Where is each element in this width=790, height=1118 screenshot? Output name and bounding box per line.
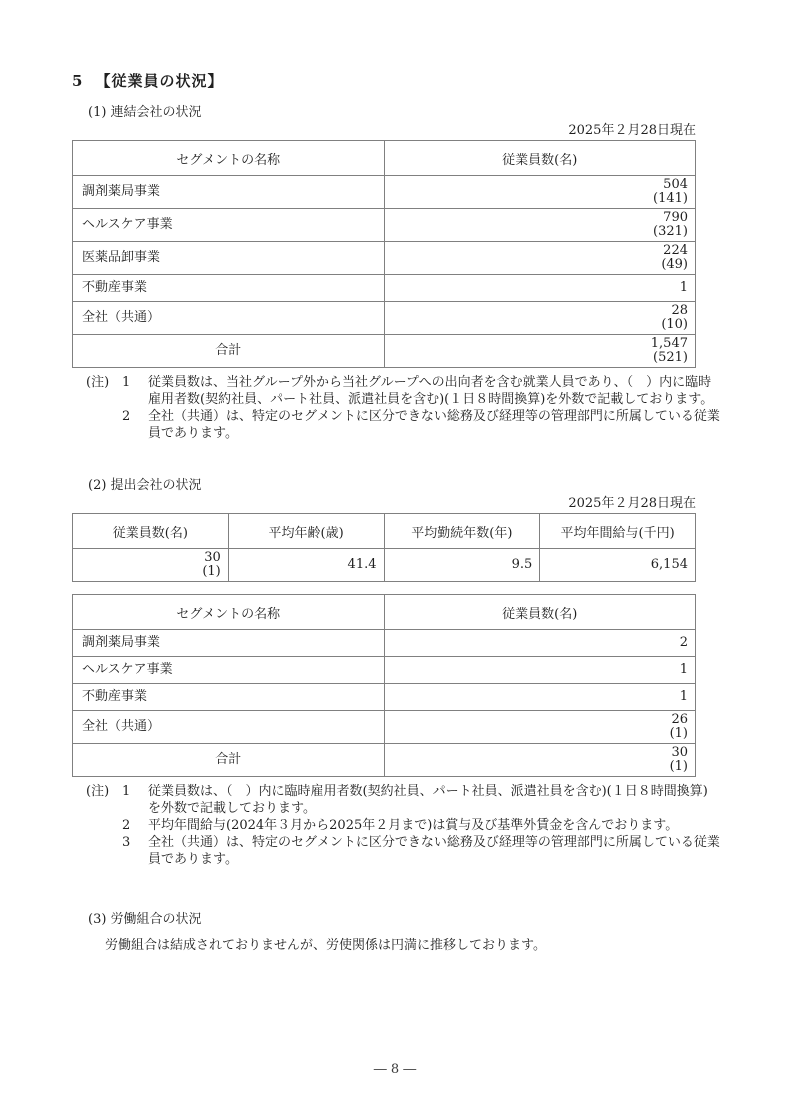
total-label: 合計 <box>73 744 385 777</box>
col-header-average-salary: 平均年間給与(千円) <box>540 514 696 549</box>
employee-count: 1 <box>384 657 696 684</box>
note-number: 2 <box>122 818 131 833</box>
note-mark <box>86 834 122 868</box>
table-row <box>73 302 696 335</box>
segment-name: 医薬品卸事業 <box>73 242 385 275</box>
col-header-employee-count: 従業員数(名) <box>384 141 696 176</box>
consolidated-employees-table <box>72 140 696 368</box>
note-item <box>86 817 720 834</box>
employee-count: 30 (1) <box>73 549 229 582</box>
segment-name: 不動産事業 <box>73 684 385 711</box>
table-row <box>73 242 696 275</box>
table-row <box>73 630 696 657</box>
page-content <box>72 70 720 953</box>
note-mark <box>86 817 122 834</box>
note-mark: (注) <box>86 375 110 390</box>
note-mark <box>86 408 122 442</box>
segment-name: 全社（共通） <box>73 302 385 335</box>
col-header-segment-name: セグメントの名称 <box>73 595 385 630</box>
average-tenure: 9.5 <box>384 549 540 582</box>
employee-count: 1 <box>384 275 696 302</box>
table-row <box>73 549 696 582</box>
notes-consolidated <box>72 374 720 442</box>
filing-company-summary-table <box>72 513 696 582</box>
note-text: 従業員数は、（ ）内に臨時雇用者数(契約社員、パート社員、派遣社員を含む)(１日８時間換算)を外数で記載しております。 <box>148 784 708 816</box>
employee-count: 2 <box>384 630 696 657</box>
segment-name: 調剤薬局事業 <box>73 630 385 657</box>
segment-name: ヘルスケア事業 <box>73 657 385 684</box>
total-employee-count: 1,547 (521) <box>384 335 696 368</box>
table-total-row <box>73 335 696 368</box>
col-header-average-age: 平均年齢(歳) <box>228 514 384 549</box>
table-row <box>73 275 696 302</box>
page-number: ― 8 ― <box>373 1062 417 1077</box>
heading-labor-union-status: (3) 労働組合の状況 <box>88 912 202 927</box>
employee-count: 224 (49) <box>384 242 696 275</box>
page-title-text: 【従業員の状況】 <box>95 72 224 90</box>
segment-name: 全社（共通） <box>73 711 385 744</box>
table-row <box>73 657 696 684</box>
note-text: 平均年間給与(2024年３月から2025年２月まで)は賞与及び基準外賃金を含んでおります。 <box>148 818 679 833</box>
total-employee-count: 30 (1) <box>384 744 696 777</box>
average-age: 41.4 <box>228 549 384 582</box>
note-item <box>86 374 720 408</box>
employee-count: 1 <box>384 684 696 711</box>
note-item <box>86 834 720 868</box>
page-title <box>72 70 720 91</box>
col-header-segment-name: セグメントの名称 <box>73 141 385 176</box>
note-text: 全社（共通）は、特定のセグメントに区分できない総務及び経理等の管理部門に所属している従業員であります。 <box>148 409 720 441</box>
segment-name: 不動産事業 <box>73 275 385 302</box>
note-item <box>86 408 720 442</box>
table-total-row <box>73 744 696 777</box>
heading-filing-company-status: (2) 提出会社の状況 <box>88 478 202 493</box>
note-text: 全社（共通）は、特定のセグメントに区分できない総務及び経理等の管理部門に所属している従業員であります。 <box>148 835 720 867</box>
segment-name: ヘルスケア事業 <box>73 209 385 242</box>
as-of-date-consolidated: 2025年２月28日現在 <box>568 123 696 138</box>
note-item <box>86 783 720 817</box>
table-header-row <box>73 141 696 176</box>
note-text: 従業員数は、当社グループ外から当社グループへの出向者を含む就業人員であり、（ ）内に臨時雇用者数(契約社員、パート社員、派遣社員を含む)(１日８時間換算)を外数で記載しております。 <box>148 375 714 407</box>
average-salary: 6,154 <box>540 549 696 582</box>
table-row <box>73 711 696 744</box>
heading-consolidated-status: (1) 連結会社の状況 <box>88 105 202 120</box>
note-number: 1 <box>122 784 131 799</box>
col-header-employee-count: 従業員数(名) <box>384 595 696 630</box>
note-number: 3 <box>122 835 131 850</box>
segment-name: 調剤薬局事業 <box>73 176 385 209</box>
table-row <box>73 209 696 242</box>
col-header-employee-count: 従業員数(名) <box>73 514 229 549</box>
table-header-row <box>73 514 696 549</box>
notes-filing-company <box>72 783 720 868</box>
col-header-average-tenure: 平均勤続年数(年) <box>384 514 540 549</box>
page-title-number: 5 <box>72 72 84 90</box>
total-label: 合計 <box>73 335 385 368</box>
filing-company-segment-table <box>72 594 696 777</box>
note-number: 1 <box>122 375 131 390</box>
note-mark: (注) <box>86 784 110 799</box>
table-header-row <box>73 595 696 630</box>
employee-count: 790 (321) <box>384 209 696 242</box>
labor-union-statement: 労働組合は結成されておりませんが、労使関係は円満に推移しております。 <box>105 938 546 953</box>
note-number: 2 <box>122 409 131 424</box>
table-row <box>73 176 696 209</box>
employee-count: 26 (1) <box>384 711 696 744</box>
employee-count: 504 (141) <box>384 176 696 209</box>
table-row <box>73 684 696 711</box>
employee-count: 28 (10) <box>384 302 696 335</box>
as-of-date-filing-company: 2025年２月28日現在 <box>568 496 696 511</box>
